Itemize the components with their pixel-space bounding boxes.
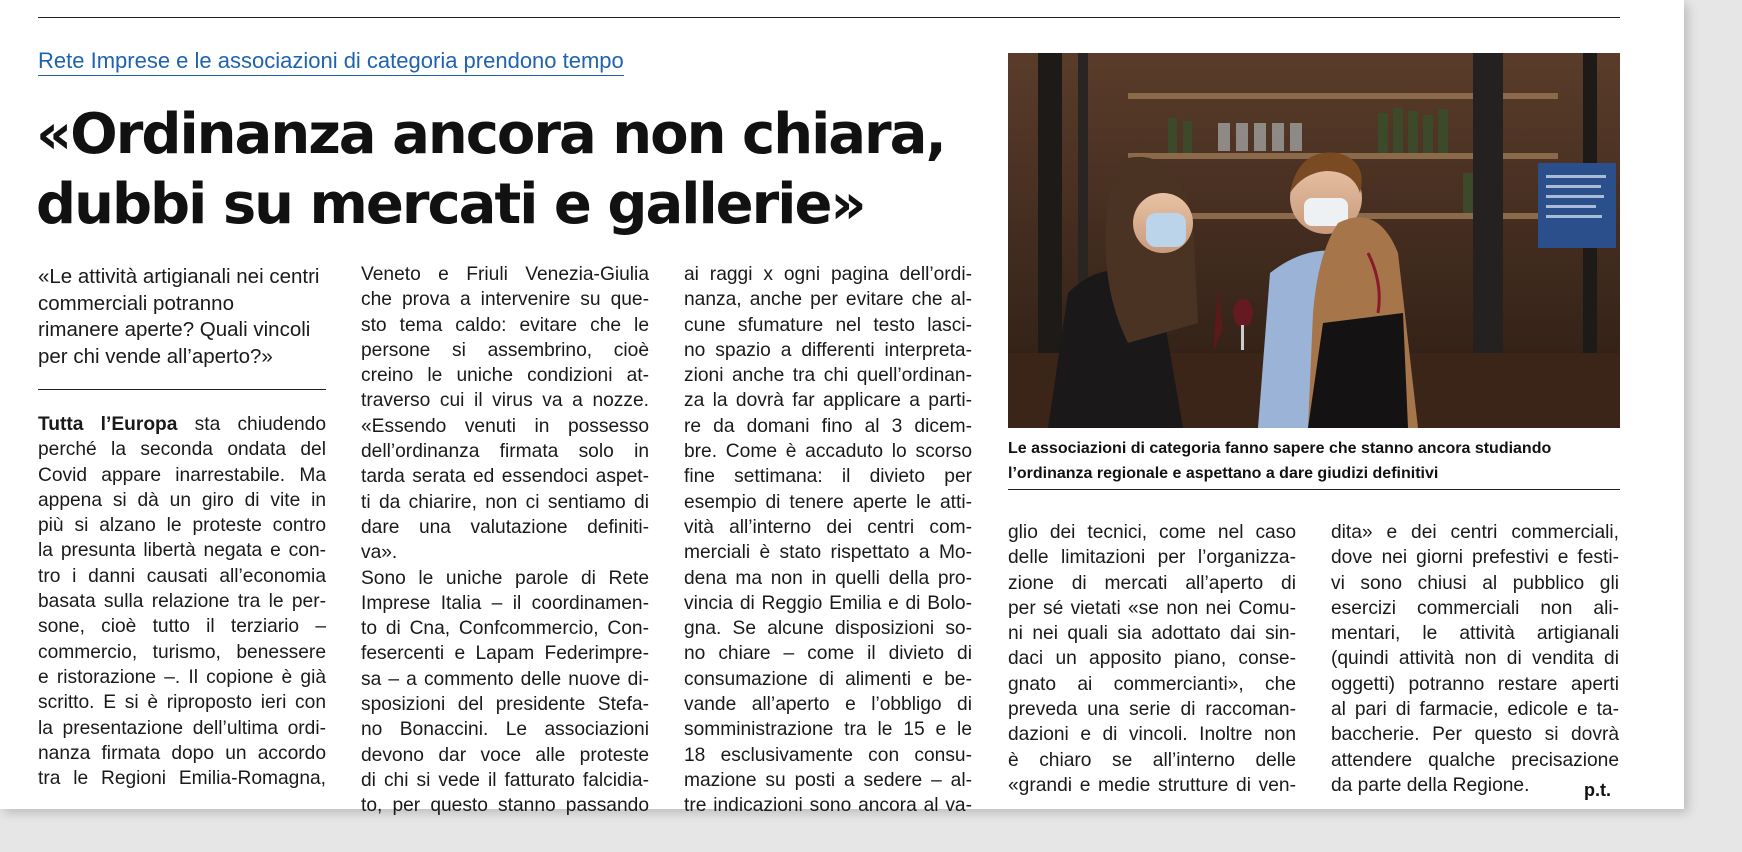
lead-line: «Le attività artigianali nei centri	[38, 265, 320, 288]
headline-line: «Ordinanza ancora non chiara,	[36, 102, 945, 167]
text-column-5	[1331, 520, 1619, 798]
column-line: dazioni e di vincoli. Inoltre non	[1008, 724, 1296, 746]
column-line: va».	[361, 542, 398, 564]
text-column-1	[38, 412, 326, 791]
column-line: la presentazione dell’ultima ordi-	[38, 717, 326, 739]
column-line: vincia di Reggio Emilia e di Bolo-	[684, 592, 972, 614]
column-line: gna. Se alcune disposizioni so-	[684, 618, 972, 640]
column-line: per sé vietati «se non nei Comu-	[1008, 597, 1296, 619]
column-line: sto tema caldo: evitare che le	[361, 314, 649, 336]
column-line: somministrazione tra le 15 e le	[684, 719, 972, 741]
column-line: za la dovrà far applicare a parti-	[684, 390, 972, 412]
column-line: no spazio a differenti interpreta-	[684, 339, 972, 361]
column-line: zioni anche tra chi quell’ordinan-	[684, 365, 972, 387]
article-lead	[38, 264, 328, 370]
caption-divider	[1008, 489, 1620, 490]
column-line: ni nei quali sia adottato dai sin-	[1008, 623, 1296, 645]
column-line: persone si assembrino, cioè	[361, 339, 649, 361]
column-line: devono dar voce alle proteste	[361, 744, 649, 766]
column-line: creino le uniche condizioni at-	[361, 365, 649, 387]
column-line: tre indicazioni sono ancora al va-	[684, 795, 972, 817]
column-line	[38, 412, 326, 437]
caption-line: Le associazioni di categoria fanno sapere che stanno ancora studiando	[1008, 440, 1552, 457]
text-column-4	[1008, 520, 1296, 798]
column-line: consumazione di alimenti e be-	[684, 668, 972, 690]
text-column-2	[361, 262, 649, 819]
lead-line: rimanere aperte? Quali vincoli	[38, 318, 311, 341]
column-line: sposizioni del presidente Stefa-	[361, 694, 649, 716]
column-line: tra le Regioni Emilia-Romagna,	[38, 768, 326, 790]
caption-line: l’ordinanza regionale e aspettano a dare giudizi definitivi	[1008, 465, 1439, 482]
bold-lead-in: Tutta l’Europa	[38, 414, 178, 435]
column-line: tarda serata ed essendoci aspet-	[361, 466, 649, 488]
column-line: e ristorazione –. Il copione è già	[38, 666, 326, 688]
column-line: sa – a commento delle nuove di-	[361, 668, 649, 690]
column-line: perché la seconda ondata del	[38, 439, 326, 461]
column-line: cune sfumature nel testo lasci-	[684, 314, 972, 336]
column-line: è chiaro se all’interno delle	[1008, 749, 1296, 771]
lead-line: commerciali potranno	[38, 291, 234, 315]
column-line: Sono le uniche parole di Rete	[361, 567, 649, 589]
lead-line: per chi vende all’aperto?»	[38, 344, 273, 368]
column-line: dita» e dei centri commerciali,	[1331, 522, 1619, 543]
column-line: dove nei giorni prefestivi e festi-	[1331, 547, 1619, 569]
column-line: (quindi attività non di vendita di	[1331, 648, 1619, 670]
column-line: traverso cui il virus va a nozze.	[361, 390, 649, 412]
column-line: basata sulla relazione tra le per-	[38, 591, 326, 613]
column-line: Imprese Italia – il coordinamen-	[361, 592, 649, 614]
column-line: ti da chiarire, non ci sentiamo di	[361, 491, 649, 513]
column-line: dell’ordinanza firmata solo in	[361, 441, 649, 463]
article-photo	[1008, 53, 1620, 428]
headline-line: dubbi su mercati e gallerie»	[36, 172, 865, 237]
column-line: fesercenti e Lapam Federimpre-	[361, 643, 649, 665]
column-line: la presunta libertà negata e con-	[38, 540, 326, 562]
column-line: oggetti) potranno restare aperti	[1331, 673, 1619, 695]
top-divider	[38, 17, 1620, 18]
column-line: appena si dà un giro di vite in	[38, 489, 326, 511]
column-line: sone, cioè tutto il terziario –	[38, 616, 326, 638]
column-line: esercizi commerciali non ali-	[1331, 597, 1619, 619]
column-line: dena ma non in quelli della pro-	[684, 567, 972, 589]
column-line: 18 esclusivamente con consu-	[684, 744, 972, 766]
column-line: più si alzano le proteste contro	[38, 515, 326, 537]
article-headline	[36, 100, 996, 240]
column-line: di chi si vede il fatturato falcidia-	[361, 769, 649, 791]
column-line: nanza, anche per evitare che al-	[684, 289, 972, 311]
photo-caption	[1008, 436, 1620, 486]
column-line: glio dei tecnici, come nel caso	[1008, 522, 1296, 543]
column-line: Veneto e Friuli Venezia-Giulia	[361, 264, 649, 285]
column-line: Covid appare inarrestabile. Ma	[38, 464, 326, 486]
lead-in-rest: sta chiudendo	[177, 414, 326, 435]
column-line: vi sono chiusi al pubblico gli	[1331, 572, 1619, 594]
column-line: no chiare – come il divieto di	[684, 643, 972, 665]
column-line: no Bonaccini. Le associazioni	[361, 719, 649, 741]
column-line: mazione su posti a sedere – al-	[684, 769, 972, 791]
article-kicker: Rete Imprese e le associazioni di categoria prendono tempo	[38, 48, 624, 76]
column-line: gnato ai commercianti», che	[1008, 673, 1296, 695]
column-line: da parte della Regione.	[1331, 774, 1530, 796]
column-line: re da domani fino al 3 dicem-	[684, 415, 972, 437]
column-line: «grandi e medie strutture di ven-	[1008, 774, 1296, 796]
column-line: scritto. E si è riproposto ieri con	[38, 692, 326, 714]
column-line: to di Cna, Confcommercio, Con-	[361, 618, 649, 640]
column-line: mentari, le attività artigianali	[1331, 623, 1619, 645]
column-line: preveda una serie di raccoman-	[1008, 699, 1296, 721]
column-line: tro i danni causati all’economia	[38, 565, 326, 587]
column-line: baccherie. Per questo si dovrà	[1331, 724, 1619, 746]
column-line: merciali è stato rispettato a Mo-	[684, 542, 972, 564]
column-line: vande all’aperto e l’obbligo di	[684, 694, 972, 716]
column-line: fine settimana: il divieto per	[684, 466, 972, 488]
column-line: esempio di tenere aperte le atti-	[684, 491, 972, 513]
column-line: daci un apposito piano, conse-	[1008, 648, 1296, 670]
column-line: «Essendo venuti in possesso	[361, 415, 649, 437]
column-line: commercio, turismo, benessere	[38, 641, 326, 663]
lead-divider	[38, 389, 326, 390]
text-column-3	[684, 262, 972, 819]
column-line: nanza firmata dopo un accordo	[38, 742, 326, 764]
column-line: al pari di farmacie, edicole e ta-	[1331, 699, 1619, 721]
column-line: che prova a intervenire su que-	[361, 289, 649, 311]
column-line: attendere qualche precisazione	[1331, 749, 1619, 771]
column-line: zione di mercati all’aperto di	[1008, 572, 1296, 594]
column-line: delle limitazioni per l’organizza-	[1008, 547, 1296, 569]
column-line: bre. Come è accaduto lo scorso	[684, 441, 972, 463]
column-line: dare una valutazione definiti-	[361, 516, 649, 538]
author-initials: p.t.	[1584, 780, 1611, 800]
column-line: ai raggi x ogni pagina dell’ordi-	[684, 264, 972, 285]
column-line: to, per questo stanno passando	[361, 795, 649, 817]
column-line: vità all’interno dei centri com-	[684, 516, 972, 538]
bar-scene-illustration	[1008, 53, 1620, 428]
